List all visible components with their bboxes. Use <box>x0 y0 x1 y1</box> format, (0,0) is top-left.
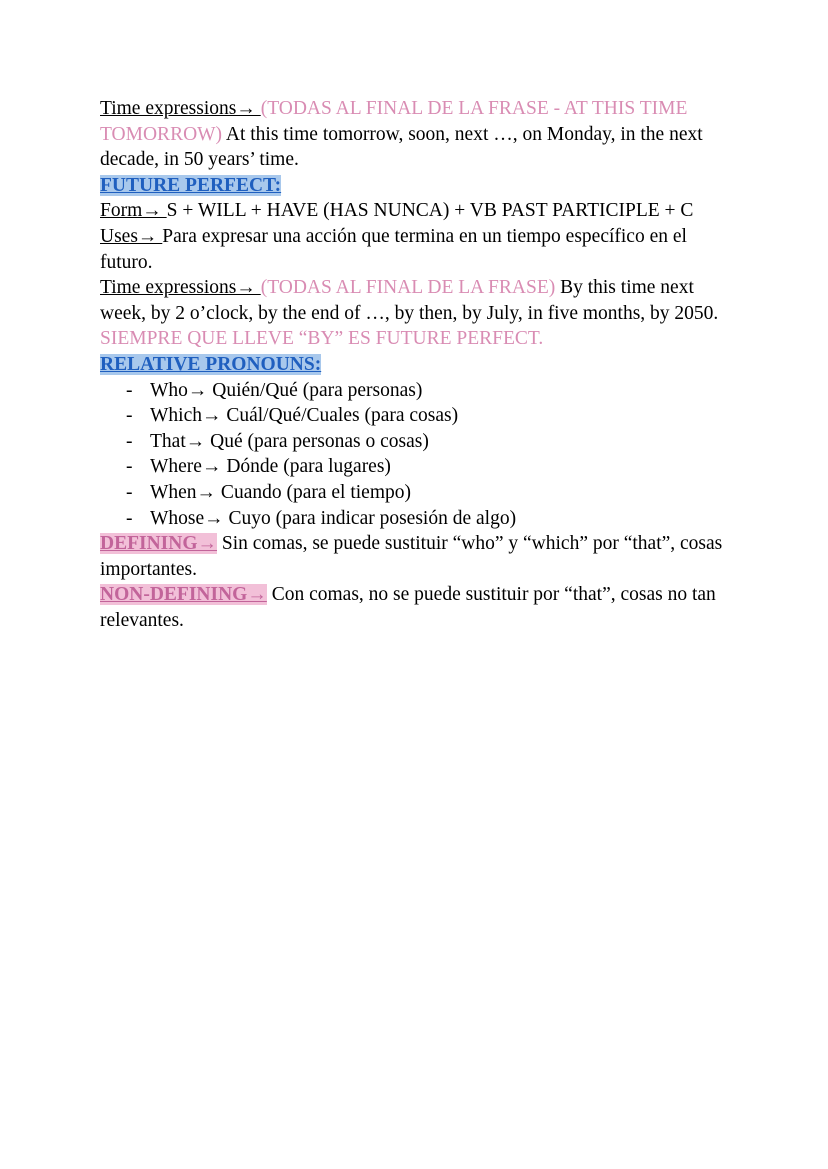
uses-label: Uses→ <box>100 225 163 247</box>
list-dash: - <box>126 379 133 401</box>
list-item-text: Which→ Cuál/Qué/Cuales (para cosas) <box>150 405 459 427</box>
list-item <box>100 480 730 506</box>
relative-pronouns-list <box>100 378 730 532</box>
future-perfect-heading-text: FUTURE PERFECT: <box>100 174 282 196</box>
paragraph-non-defining <box>100 582 730 633</box>
paragraph-form <box>100 198 730 224</box>
paragraph-uses <box>100 224 730 275</box>
list-item-text: That→ Qué (para personas o cosas) <box>150 430 429 452</box>
time-expressions-text-1: At this time tomorrow, soon, next …, on Monday, in the next decade, in 50 years’ time. <box>100 123 703 171</box>
list-dash: - <box>126 507 133 529</box>
time-expressions-note-1: (TODAS AL FINAL DE LA FRASE - AT THIS TIME TOMORROW) <box>100 98 688 145</box>
time-expressions-note-3: SIEMPRE QUE LLEVE “BY” ES FUTURE PERFECT. <box>100 328 544 350</box>
paragraph-defining <box>100 531 730 582</box>
list-item-text: When→ Cuando (para el tiempo) <box>150 481 411 503</box>
non-defining-label: NON-DEFINING→ <box>100 584 267 606</box>
form-text: S + WILL + HAVE (HAS NUNCA) + VB PAST PARTICIPLE + C <box>166 200 694 222</box>
heading-relative-pronouns <box>100 352 730 378</box>
time-expressions-label-1: Time expressions→ <box>100 98 261 119</box>
list-item <box>100 506 730 532</box>
list-dash: - <box>126 405 133 427</box>
list-item <box>100 403 730 429</box>
list-dash: - <box>126 430 133 452</box>
list-item-text: Whose→ Cuyo (para indicar posesión de algo) <box>150 507 517 529</box>
document-body <box>100 96 730 633</box>
time-expressions-text-2: By this time next week, by 2 o’clock, by the end of …, by then, by July, in five months, by 2050. <box>100 277 719 324</box>
list-item-text: Who→ Quién/Qué (para personas) <box>150 379 423 401</box>
form-label: Form→ <box>100 200 167 222</box>
uses-text: Para expresar una acción que termina en un tiempo específico en el futuro. <box>100 225 687 273</box>
time-expressions-note-2: (TODAS AL FINAL DE LA FRASE) <box>260 277 556 299</box>
list-item <box>100 378 730 404</box>
heading-future-perfect <box>100 173 730 199</box>
time-expressions-label-2: Time expressions→ <box>100 277 261 299</box>
list-dash: - <box>126 456 133 478</box>
relative-pronouns-heading-text: RELATIVE PRONOUNS: <box>100 353 322 375</box>
paragraph-time-expressions-future-perfect <box>100 275 730 352</box>
list-item <box>100 454 730 480</box>
defining-text: Sin comas, se puede sustituir “who” y “which” por “that”, cosas importantes. <box>100 533 723 580</box>
list-item-text: Where→ Dónde (para lugares) <box>150 456 391 478</box>
paragraph-time-expressions-future-continuous <box>100 96 730 173</box>
non-defining-text: Con comas, no se puede sustituir por “that”, cosas no tan relevantes. <box>100 584 716 631</box>
list-item <box>100 429 730 455</box>
list-dash: - <box>126 481 133 503</box>
defining-label: DEFINING→ <box>100 533 218 555</box>
